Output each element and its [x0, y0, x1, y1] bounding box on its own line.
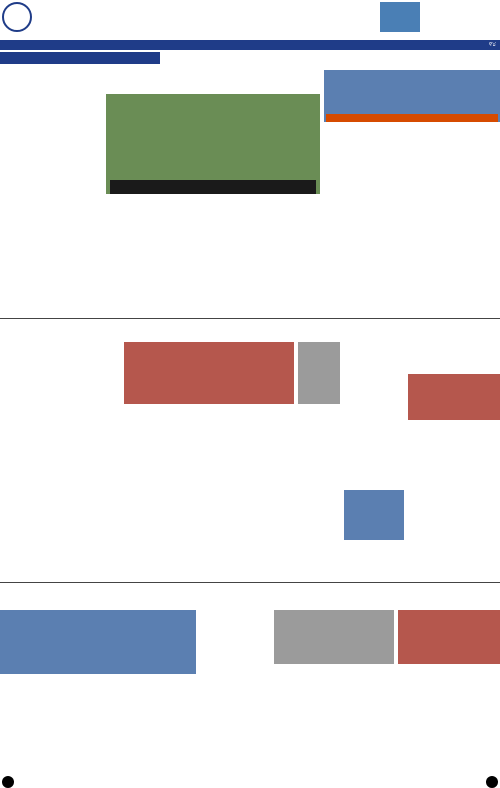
- shilpi-photo: [344, 490, 404, 540]
- pond-headline: [0, 434, 120, 464]
- registration-mark: [2, 776, 14, 788]
- dharmashala-portrait: [298, 342, 340, 404]
- logo-subtitle: [36, 20, 116, 28]
- ad-text: [422, 4, 498, 30]
- flood-photo-caption: [110, 180, 316, 194]
- dharmashala-col-2: [180, 408, 232, 468]
- relief-photo: [0, 610, 196, 674]
- bottom-right-col-1: [200, 610, 270, 778]
- divider: [0, 582, 500, 583]
- school-body: [344, 348, 404, 468]
- newspaper-logo: [36, 4, 116, 18]
- flood-col-4: [250, 198, 320, 316]
- oil-theft-headline: [124, 472, 340, 490]
- registration-mark: [486, 776, 498, 788]
- logo-emblem: [2, 2, 32, 32]
- dharmashala-headline: [124, 322, 340, 340]
- dharmashala-photo: [124, 342, 294, 404]
- dharmashala-col-1: [124, 408, 176, 468]
- section-label-flood: [0, 52, 160, 64]
- flood-photo: [106, 94, 320, 194]
- date-line: [4, 41, 254, 49]
- right-top-caption: [326, 114, 498, 122]
- bottom-left-col-2: [66, 678, 128, 778]
- bottom-left-col-3: [132, 678, 196, 778]
- shilpi-headline: [344, 472, 500, 488]
- democracy-photo-2: [398, 610, 500, 664]
- shilpi-body: [408, 490, 500, 580]
- ad-bus-image: [380, 2, 420, 32]
- page-title: [150, 3, 350, 37]
- right-top-col-3: [444, 126, 500, 316]
- bidhan-photo: [408, 374, 500, 420]
- education-body: [0, 342, 120, 430]
- bottom-right-col-4: [426, 668, 500, 778]
- bidhan-body: [408, 424, 500, 468]
- page-number: ୧୪: [489, 41, 496, 48]
- dharmashala-col-4: [292, 408, 340, 468]
- pond-body: [0, 466, 120, 580]
- right-top-col-1: [324, 126, 380, 316]
- flood-headline: [0, 66, 320, 92]
- flood-col-5: [0, 256, 102, 316]
- flood-col-2: [106, 198, 174, 316]
- right-top-col-2: [384, 126, 440, 316]
- bottom-right-col-2: [274, 668, 344, 778]
- education-headline: [0, 322, 120, 340]
- bottom-right-col-3: [348, 668, 422, 778]
- oil-theft-body: [124, 492, 340, 580]
- bottom-left-headline: [0, 586, 196, 606]
- bottom-left-col-1: [0, 678, 62, 778]
- democracy-photo: [274, 610, 394, 664]
- flood-col-1: [0, 94, 102, 254]
- dharmashala-col-3: [236, 408, 288, 468]
- flood-col-3: [178, 198, 246, 316]
- divider: [0, 318, 500, 319]
- right-top-headline: [324, 52, 500, 68]
- school-sub-headline: [344, 322, 500, 346]
- bidhan-headline: [408, 348, 500, 372]
- bottom-right-headline: [200, 586, 500, 606]
